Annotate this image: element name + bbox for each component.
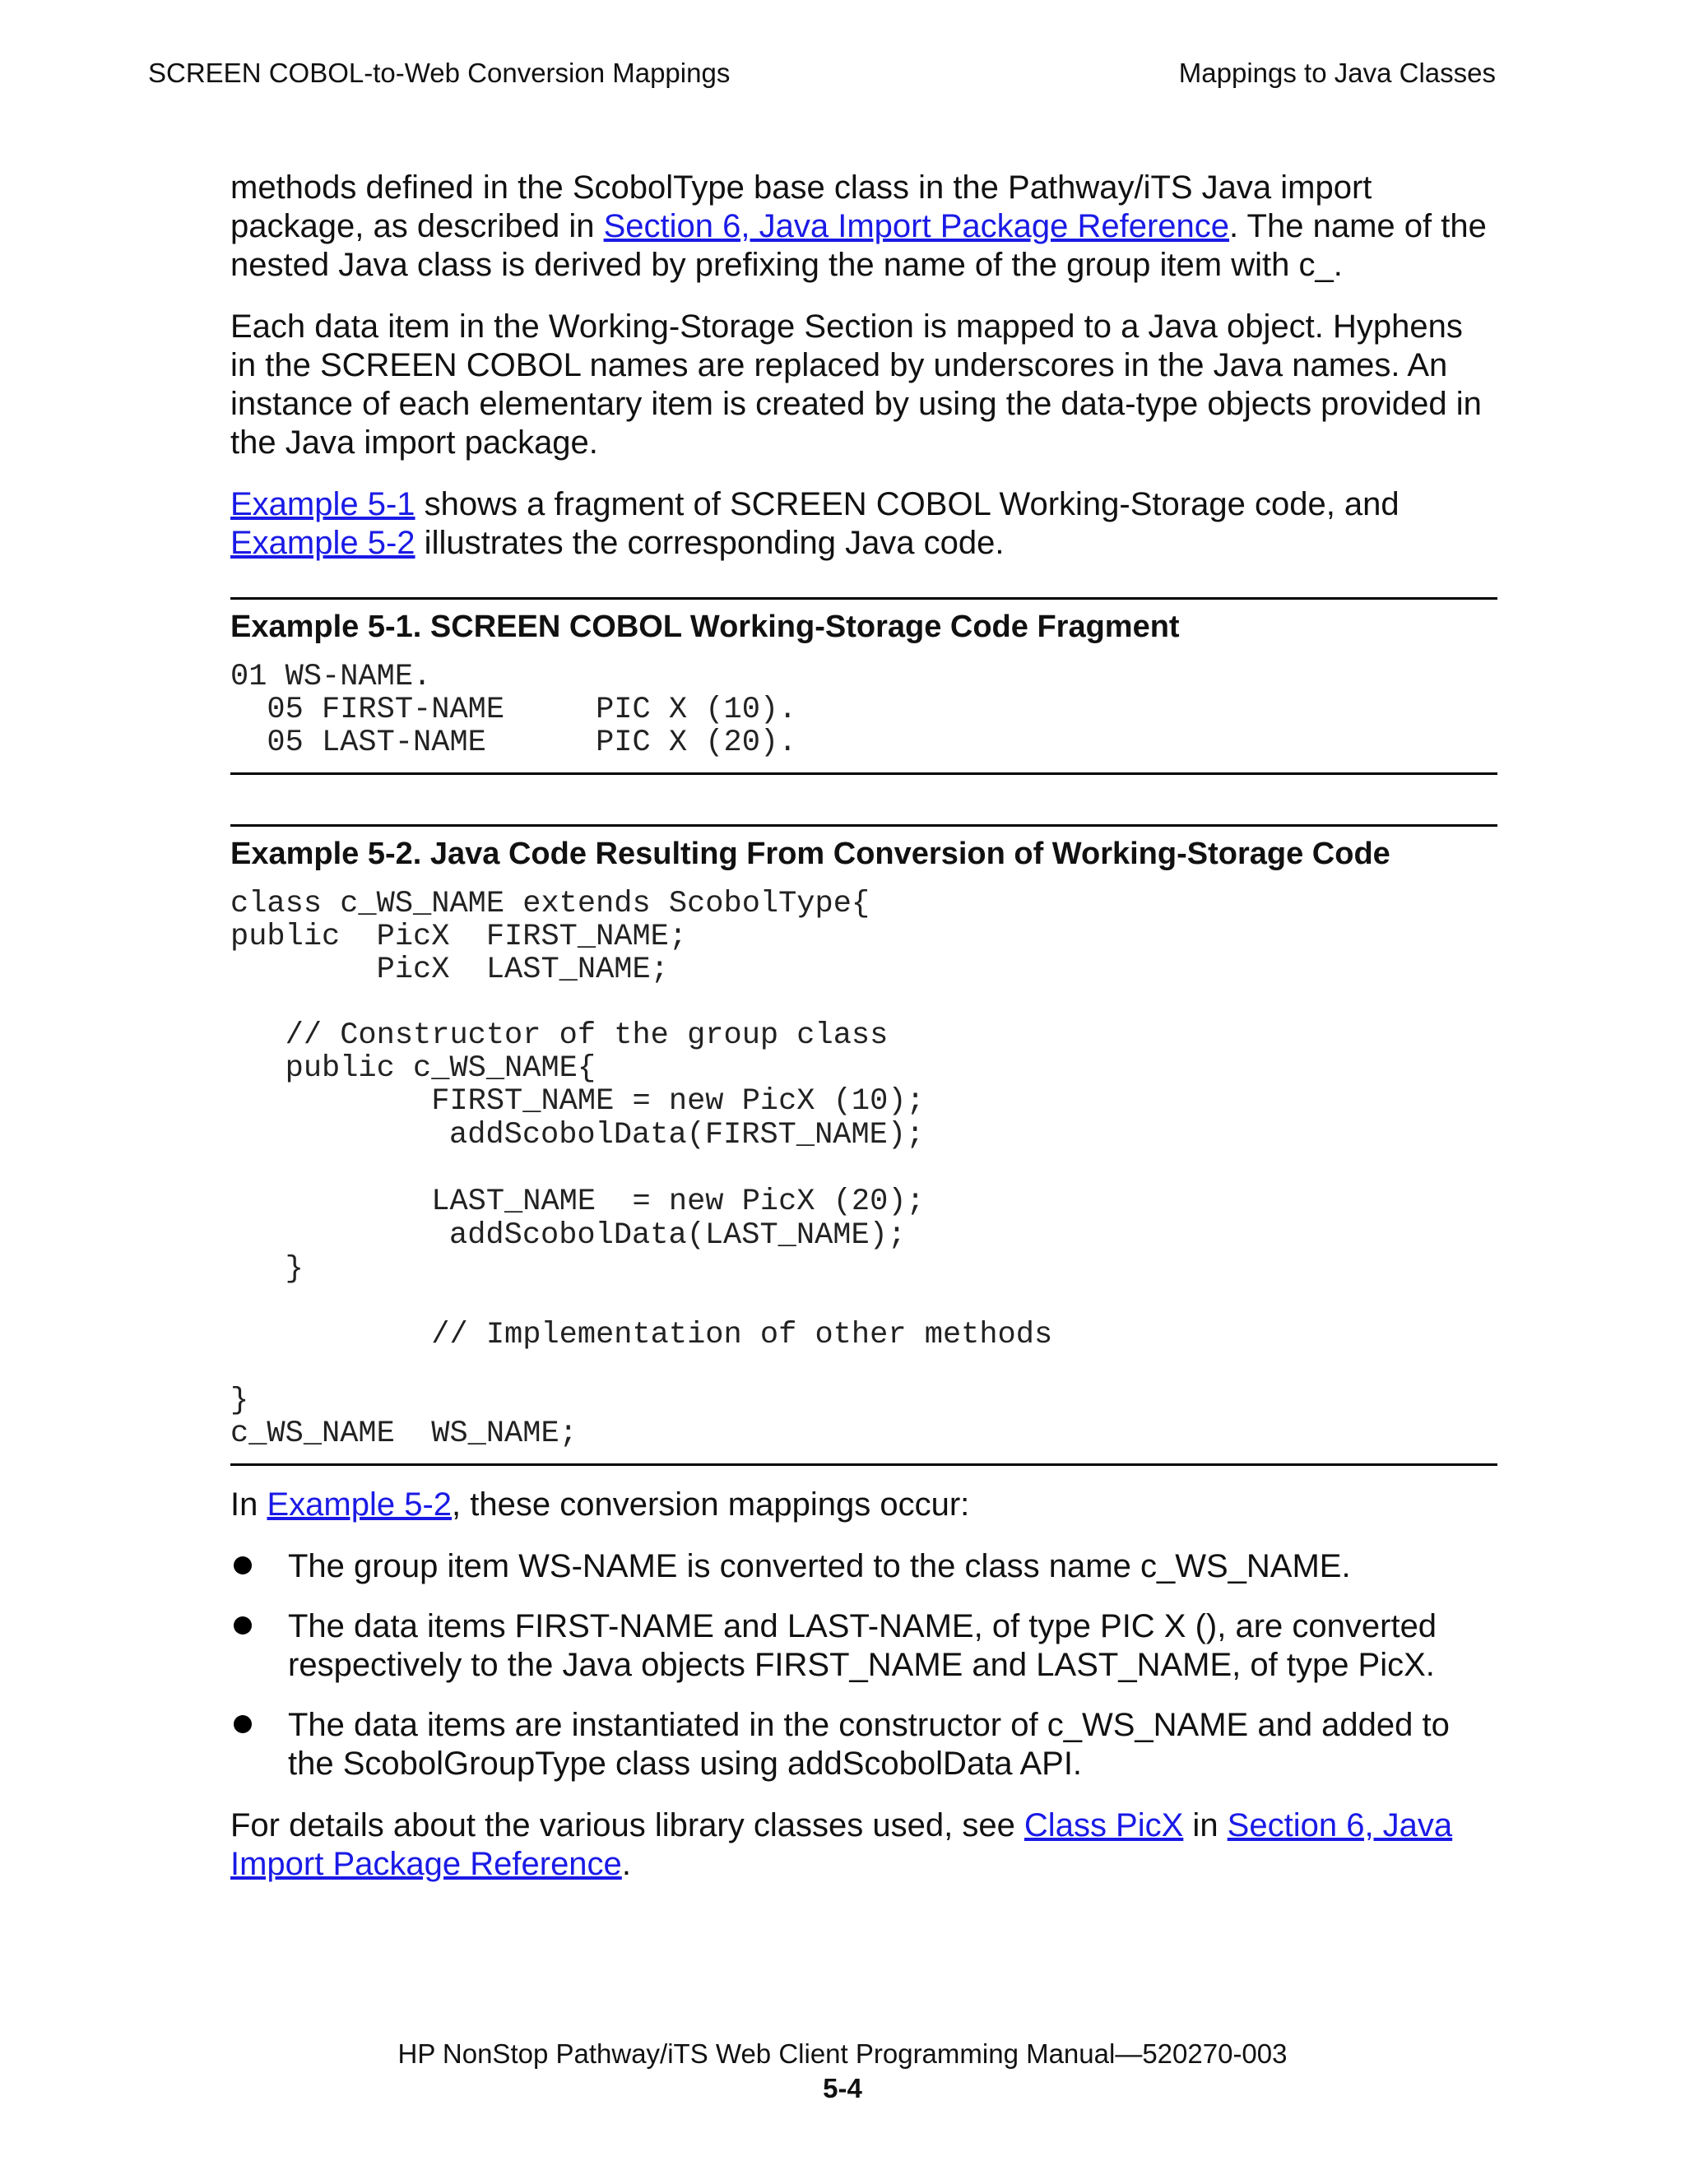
link-example-5-2[interactable]: Example 5-2 — [230, 525, 415, 561]
text-span: shows a fragment of SCREEN COBOL Working-Storage code, and — [415, 486, 1400, 522]
list-item-text: The group item WS-NAME is converted to the class name c_WS_NAME. — [288, 1548, 1351, 1584]
example-2-add-last: addScobolData(LAST_NAME); — [449, 1218, 907, 1253]
link-example-5-2-b[interactable]: Example 5-2 — [267, 1486, 453, 1523]
list-item — [230, 1607, 1497, 1685]
footer-page-number: 5-4 — [823, 2073, 862, 2103]
list-item — [230, 1547, 1497, 1586]
example-2-code-part-c: } // Implementation of other methods } c_WS_NAME WS_NAME; — [230, 1252, 1053, 1451]
text-span: . The name of the nested Java class is derived by prefixing the name of the group item with c_. — [230, 208, 1487, 283]
link-example-5-1[interactable]: Example 5-1 — [230, 486, 415, 522]
paragraph-4 — [230, 1486, 1497, 1524]
paragraph-3 — [230, 485, 1497, 563]
list-item-text: The data items FIRST-NAME and LAST-NAME, of type PIC X (), are converted respectively to the Java objects FIRST_NAME and LAST_NAME, of type PicX. — [288, 1608, 1437, 1683]
example-1-bottom-rule — [230, 772, 1497, 775]
text-span: , these conversion mappings occur: — [452, 1486, 970, 1523]
example-2-code-block — [230, 888, 1497, 1450]
example-1-code: 01 WS-NAME. 05 FIRST-NAME PIC X (10). 05 LAST-NAME PIC X (20). — [230, 660, 797, 760]
example-2-code-part-b: LAST_NAME = new PicX (20); — [431, 1185, 925, 1219]
example-1-code-block — [230, 661, 1497, 759]
list-item-text: The data items are instantiated in the constructor of c_WS_NAME and added to the ScobolGroupType class using addScobolData API. — [288, 1707, 1450, 1782]
example-2-code-part-a: class c_WS_NAME extends ScobolType{ public PicX FIRST_NAME; PicX LAST_NAME; // Constructor of the group class public c_WS_NAME{ FIRST_NAME = new PicX (10); — [230, 887, 925, 1119]
example-2-bottom-rule — [230, 1463, 1497, 1466]
paragraph-5 — [230, 1806, 1497, 1884]
bullet-list — [230, 1547, 1497, 1783]
link-class-picx[interactable]: Class PicX — [1024, 1807, 1184, 1843]
paragraph-2: Each data item in the Working-Storage Section is mapped to a Java object. Hyphens in the SCREEN COBOL names are replaced by underscores in the Java names. An instance of each elementary item is created by using the data-type objects provided in the Java import package. — [230, 308, 1482, 461]
example-1-top-rule — [230, 597, 1497, 600]
running-header-left: SCREEN COBOL-to-Web Conversion Mappings — [148, 58, 731, 88]
link-section-6[interactable]: Section 6, Java Import Package Reference — [603, 208, 1230, 244]
text-span: illustrates the corresponding Java code. — [415, 525, 1005, 561]
text-span: . — [621, 1846, 631, 1882]
bullet-icon — [234, 1616, 252, 1635]
example-1-title: Example 5-1. SCREEN COBOL Working-Storage Code Fragment — [230, 610, 1180, 644]
example-2-top-rule — [230, 824, 1497, 827]
paragraph-1 — [230, 169, 1497, 285]
bullet-icon — [234, 1715, 252, 1733]
text-span: In — [230, 1486, 267, 1523]
example-2-title: Example 5-2. Java Code Resulting From Conversion of Working-Storage Code — [230, 837, 1390, 871]
list-item — [230, 1706, 1497, 1783]
text-span: in — [1183, 1807, 1228, 1843]
link-section-6-b[interactable]: Section 6, Java Import Package Reference — [230, 1807, 1453, 1882]
bullet-icon — [234, 1556, 252, 1574]
footer-manual-title: HP NonStop Pathway/iTS Web Client Programming Manual—520270-003 — [397, 2038, 1288, 2069]
text-span: methods defined in the ScobolType base class in the Pathway/iTS Java import package, as described in — [230, 169, 1372, 244]
text-span: For details about the various library classes used, see — [230, 1807, 1024, 1843]
page-content — [230, 169, 1497, 1907]
running-header-right: Mappings to Java Classes — [1178, 58, 1496, 88]
example-2-add-first: addScobolData(FIRST_NAME); — [449, 1118, 925, 1152]
